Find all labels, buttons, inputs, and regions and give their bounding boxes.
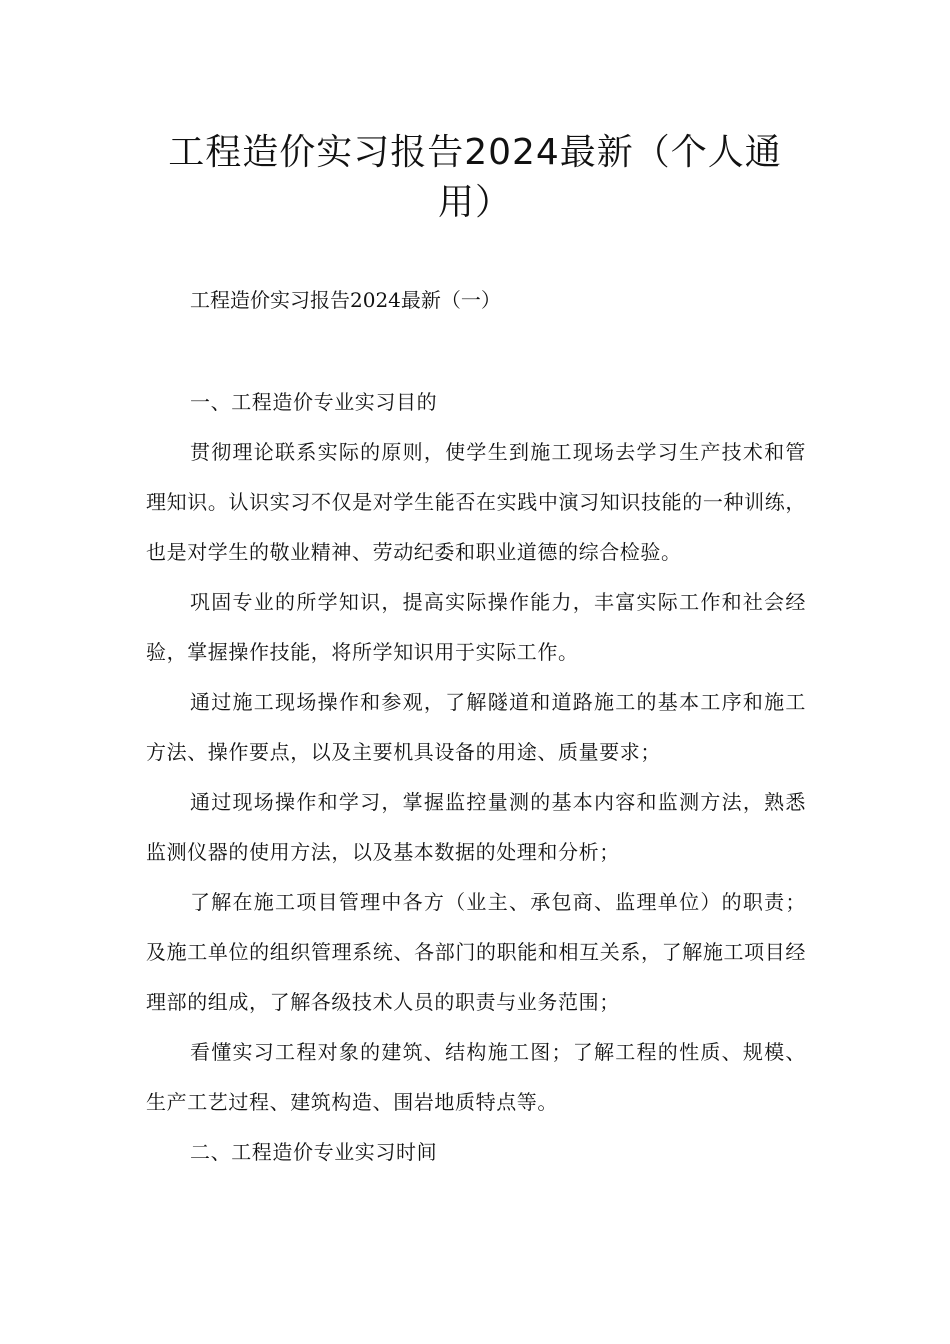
body-paragraph: 了解在施工项目管理中各方（业主、承包商、监理单位）的职责；及施工单位的组织管理系统、各部门的职能和相互关系，了解施工项目经理部的组成，了解各级技术人员的职责与业务范围； [146, 890, 806, 1014]
document-title: 工程造价实习报告2024最新（个人通用） [168, 132, 782, 223]
body-paragraph: 看懂实习工程对象的建筑、结构施工图；了解工程的性质、规模、生产工艺过程、建筑构造、围岩地质特点等。 [146, 1040, 806, 1114]
section-heading-time: 二、工程造价专业实习时间 [190, 1140, 438, 1164]
body-paragraph: 贯彻理论联系实际的原则，使学生到施工现场去学习生产技术和管理知识。认识实习不仅是对学生能否在实践中演习知识技能的一种训练，也是对学生的敬业精神、劳动纪委和职业道德的综合检验。 [146, 440, 806, 564]
body-paragraph: 通过施工现场操作和参观，了解隧道和道路施工的基本工序和施工方法、操作要点，以及主要机具设备的用途、质量要求； [146, 690, 806, 764]
section-heading-purpose: 一、工程造价专业实习目的 [190, 390, 438, 414]
body-paragraph: 巩固专业的所学知识，提高实际操作能力，丰富实际工作和社会经验，掌握操作技能，将所学知识用于实际工作。 [146, 590, 806, 664]
body-paragraph: 通过现场操作和学习，掌握监控量测的基本内容和监测方法，熟悉监测仪器的使用方法，以及基本数据的处理和分析； [146, 790, 806, 864]
document-subtitle: 工程造价实习报告2024最新（一） [190, 288, 501, 312]
document-body [146, 377, 806, 1177]
